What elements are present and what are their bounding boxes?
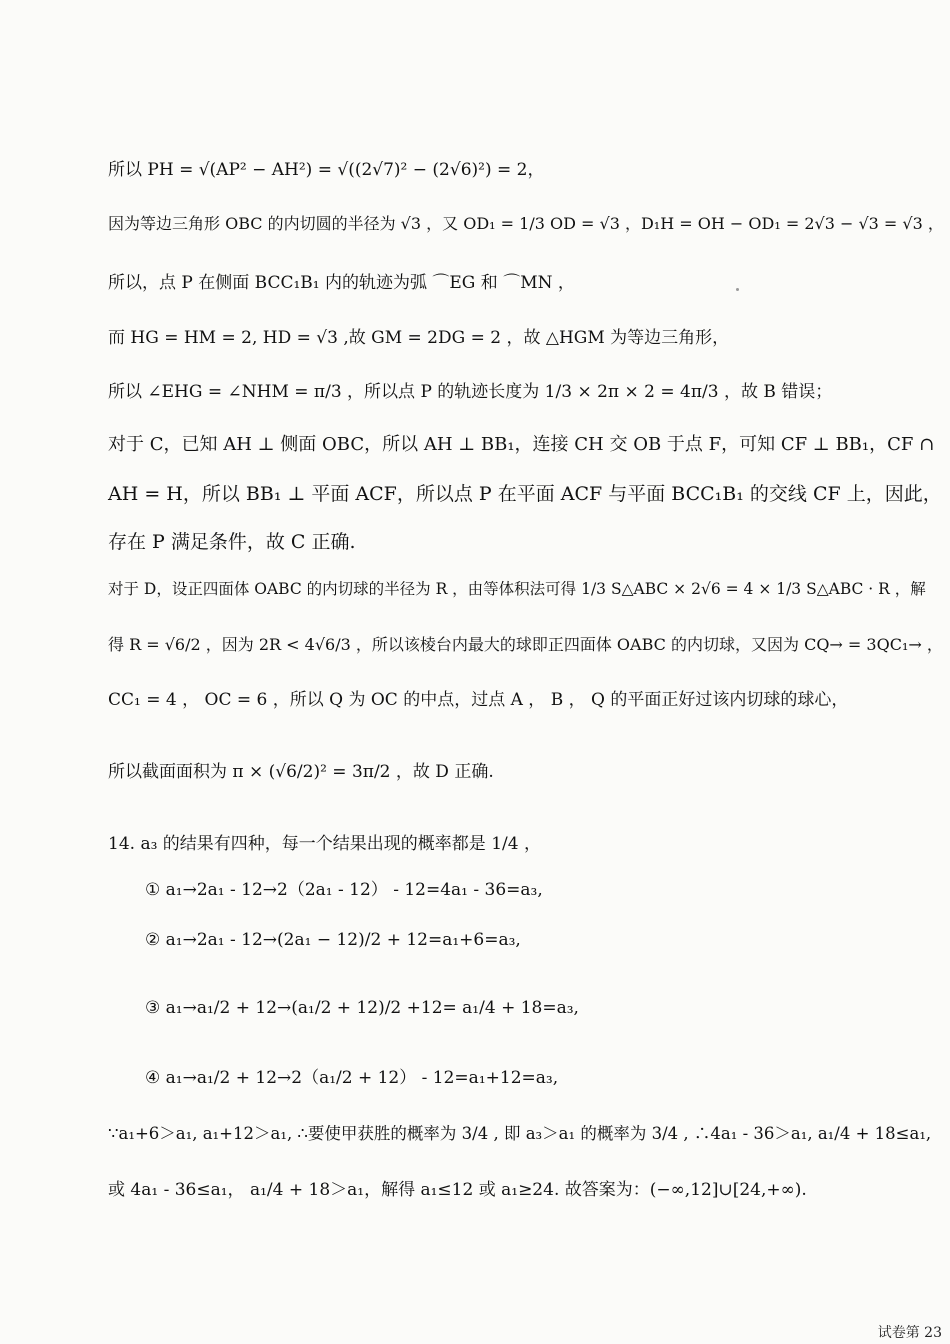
text-line-7: AH = H，所以 BB₁ ⊥ 平面 ACF，所以点 P 在平面 ACF 与平面 BCC₁B₁ 的交线 CF 上，因此，: [108, 483, 942, 505]
text-line-13: 14. a₃ 的结果有四种，每一个结果出现的概率都是 1/4 ，: [108, 834, 541, 854]
text-line-12: 所以截面面积为 π × (√6/2)² = 3π/2 ，故 D 正确.: [108, 762, 494, 782]
text-line-5: 所以 ∠EHG = ∠NHM = π/3 ，所以点 P 的轨迹长度为 1/3 × 2π × 2 = 4π/3 ，故 B 错误；: [108, 382, 833, 402]
text-line-4: 而 HG = HM = 2, HD = √3 ,故 GM = 2DG = 2 ，故 △HGM 为等边三角形，: [108, 328, 730, 348]
text-line-16: ③ a₁→a₁/2 + 12→(a₁/2 + 12)/2 +12= a₁/4 + 18=a₃,: [145, 998, 579, 1018]
text-line-1: 所以 PH = √(AP² − AH²) = √((2√7)² − (2√6)²) = 2，: [108, 160, 545, 180]
text-line-2: 因为等边三角形 OBC 的内切圆的半径为 √3 ，又 OD₁ = 1/3 OD = √3 ，D₁H = OH − OD₁ = 2√3 − √3 = √3 ，: [108, 214, 944, 233]
text-line-6: 对于 C，已知 AH ⊥ 侧面 OBC，所以 AH ⊥ BB₁，连接 CH 交 OB 于点 F，可知 CF ⊥ BB₁，CF ∩: [108, 434, 935, 455]
text-line-9: 对于 D，设正四面体 OABC 的内切球的半径为 R ，由等体积法可得 1/3 S△ABC × 2√6 = 4 × 1/3 S△ABC · R ，解: [108, 580, 926, 598]
text-line-17: ④ a₁→a₁/2 + 12→2（a₁/2 + 12） - 12=a₁+12=a₃,: [145, 1068, 559, 1088]
text-line-18: ∵a₁+6＞a₁, a₁+12＞a₁, ∴要使甲获胜的概率为 3/4 , 即 a₃＞a₁ 的概率为 3/4 , ∴4a₁ - 36＞a₁, a₁/4 + 18≤a₁,: [108, 1124, 932, 1143]
text-line-8: 存在 P 满足条件，故 C 正确.: [108, 531, 356, 553]
scan-speck: [736, 288, 739, 291]
page-footer: 试卷第 23: [877, 1325, 942, 1341]
text-line-19: 或 4a₁ - 36≤a₁， a₁/4 + 18＞a₁，解得 a₁≤12 或 a₁≥24. 故答案为：(−∞,12]∪[24,+∞).: [108, 1180, 807, 1200]
text-line-10: 得 R = √6/2 ，因为 2R < 4√6/3 ，所以该棱台内最大的球即正四面体 OABC 的内切球，又因为 CQ→ = 3QC₁→ ，: [108, 635, 943, 654]
text-line-11: CC₁ = 4 ， OC = 6 ，所以 Q 为 OC 的中点，过点 A ， B ， Q 的平面正好过该内切球的球心，: [108, 690, 849, 710]
text-line-14: ① a₁→2a₁ - 12→2（2a₁ - 12） - 12=4a₁ - 36=a₃,: [145, 880, 543, 900]
text-line-3: 所以，点 P 在侧面 BCC₁B₁ 内的轨迹为弧 ⌒EG 和 ⌒MN ，: [108, 273, 575, 293]
text-line-15: ② a₁→2a₁ - 12→(2a₁ − 12)/2 + 12=a₁+6=a₃,: [145, 930, 521, 950]
